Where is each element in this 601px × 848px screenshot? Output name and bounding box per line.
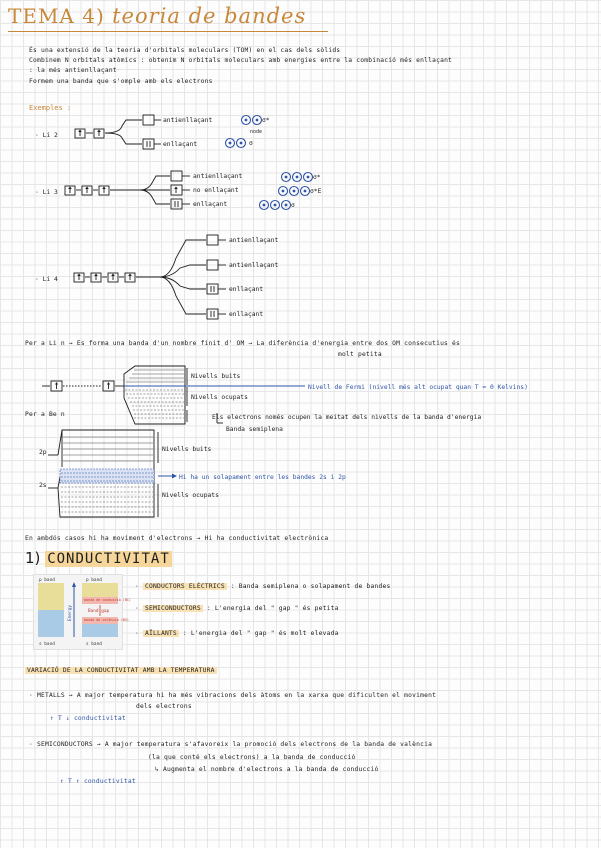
li2-mo-anti [143,115,154,125]
section-conductivitat-heading: 1) CONDUCTIVITAT [25,549,170,567]
section-title: CONDUCTIVITAT [47,551,170,567]
mo-diagrams [0,108,601,323]
intro-line-2: Combinem N orbitals atòmics : obtenim N orbitals moleculars amb energies entre la combinació més enllaçant [29,57,453,64]
band-gap-figure [33,574,131,650]
svg-text:2s: 2s [39,482,47,489]
li2-branch-up [105,120,142,133]
lin-occupied-label: Nivells ocupats [191,394,248,401]
svg-text:p band: p band [86,578,102,583]
intro-line-3: : la més antienllaçant [29,67,117,74]
intro-line-1: És una extensió de la teoria d'orbitals moleculars (TOM) en el cas dels sòlids [29,47,341,54]
metals-line-1: · METALLS → A major temperatura hi ha més vibracions dels àtoms en la xarxa que dificulten el moviment [29,692,437,699]
ben-band-diagram [0,425,601,525]
svg-text:no enllaçant: no enllaçant [193,187,239,194]
li4-label: · Li 4 [35,276,58,283]
li2-bond-label: enllaçant [163,141,198,148]
material-conductors: · CONDUCTORS ELÈCTRICS : Banda semiplena o solapament de bandes [135,583,391,590]
svg-text:σ*: σ* [313,174,321,181]
title-prefix: TEMA 4) [8,4,105,28]
svg-text:node: node [250,129,263,135]
svg-text:2p: 2p [39,449,47,456]
variation-heading: VARIACIÓ DE LA CONDUCTIVITAT AMB LA TEMPERATURA [27,667,215,674]
ben-label: Per a Be n [25,411,65,418]
title-underline [8,31,328,32]
band-gap-figure-svg [34,575,131,649]
svg-text:antienllaçant: antienllaçant [229,262,279,269]
svg-text:enllaçant: enllaçant [229,286,264,293]
li3-label: · Li 3 [35,189,58,196]
material-semiconductors: · SEMICONDUCTORS : L'energia del " gap " és petita [135,605,339,612]
svg-text:σ: σ [291,202,295,209]
page-title [8,4,306,28]
lin-note-1: Els electrons només ocupen la meitat dels nivells de la banda d'energia [212,414,482,421]
svg-text:enllaçant: enllaçant [193,201,228,208]
semi-line-2: (la que conté els electrons) a la banda de conducció [148,754,356,761]
metals-line-2: dels electrons [136,703,192,710]
svg-text:enllaçant: enllaçant [229,311,264,318]
semi-line-1: · SEMICONDUCTORS → A major temperatura s'afavoreix la promoció dels electrons de la banda de valència [29,741,433,748]
ben-overlap-label: Hi ha un solapament entre les bandes 2s i 2p [179,474,346,481]
semi-line-3: ↳ Augmenta el nombre d'electrons a la banda de conducció [155,766,379,773]
conclusion: En ambdós casos hi ha moviment d'electrons → Hi ha conductivitat electrònica [25,535,329,542]
intro-line-4: Formem una banda que s'omple amb els electrons [29,78,213,85]
svg-text:σ*: σ* [262,117,270,124]
material-insulators: · AÏLLANTS : L'energia del " gap " és molt elevada [135,630,339,637]
svg-text:Energy: Energy [68,605,73,621]
li2-mo-bond [143,139,154,149]
svg-text:σ: σ [249,140,253,147]
li2-anti-label: antienllaçant [163,117,213,124]
li2-label: · Li 2 [35,132,58,139]
svg-text:banda de valència (BV): banda de valència (BV) [84,618,129,622]
svg-text:σ*E: σ*E [310,188,322,195]
lin-line-2: molt petita [338,351,382,358]
svg-text:s band: s band [86,642,102,647]
fermi-label: Nivell de Fermi (nivell més alt ocupat quan T = 0 Kelvins) [308,384,528,391]
title-script: teoria de bandes [112,4,307,28]
svg-text:s band: s band [39,642,55,647]
li2-branch-down [105,133,142,144]
semi-rule: ↑ T ↑ conductivitat [60,778,136,785]
svg-text:Band gap: Band gap [88,609,110,614]
svg-text:banda de conducció (BC): banda de conducció (BC) [84,598,131,602]
svg-text:antienllaçant: antienllaçant [193,173,243,180]
ben-occupied-label: Nivells ocupats [162,492,219,499]
examples-heading: Exemples : [29,104,72,112]
ben-empty-label: Nivells buits [162,446,212,453]
lin-empty-label: Nivells buits [191,373,241,380]
svg-text:antienllaçant: antienllaçant [229,237,279,244]
lin-note-2: Banda semiplena [226,426,283,433]
metals-rule: ↑ T ↓ conductivitat [50,715,126,722]
lin-line-1: Per a Li n → Es forma una banda d'un nombre finit d' OM → La diferència d'energia entre dos OM consecutius és [25,340,461,347]
svg-text:p band: p band [39,578,55,583]
